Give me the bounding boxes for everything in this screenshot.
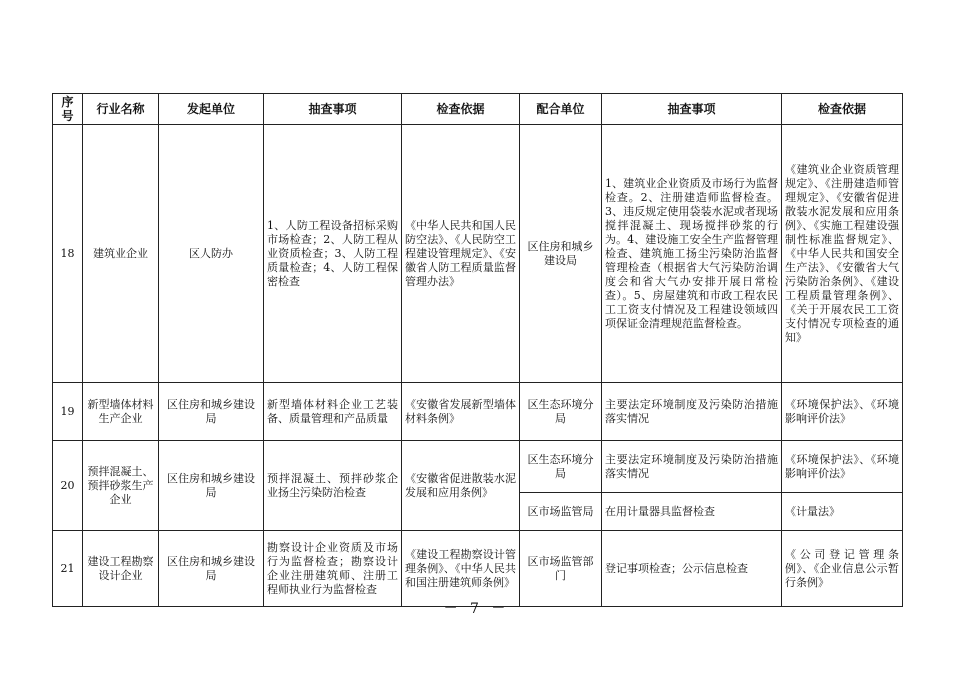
partner-check-basis: 《计量法》 (782, 493, 903, 531)
partner-check-basis: 《环境保护法》、《环境影响评价法》 (782, 383, 903, 441)
partner-check-items: 登记事项检查；公示信息检查 (602, 531, 782, 607)
industry-name: 新型墙体材料生产企业 (83, 383, 159, 441)
page-number: － 7 － (443, 601, 510, 617)
header-partner-basis: 检查依据 (782, 94, 903, 125)
check-items: 预拌混凝土、预拌砂浆企业扬尘污染防治检查 (264, 441, 402, 531)
header-seq: 序号 (53, 94, 83, 125)
partner-check-basis: 《公司登记管理条例》、《企业信息公示暂行条例》 (782, 531, 903, 607)
check-items: 1、人防工程设备招标采购市场检查；2、人防工程从业资质检查；3、人防工程质量检查；4、人防工程保密检查 (264, 125, 402, 383)
partner-check-items: 在用计量器具监督检查 (602, 493, 782, 531)
industry-name: 预拌混凝土、预拌砂浆生产企业 (83, 441, 159, 531)
check-items: 新型墙体材料企业工艺装备、质量管理和产品质量 (264, 383, 402, 441)
table-row (53, 383, 903, 441)
row-number: 21 (53, 531, 83, 607)
check-basis: 《中华人民共和国人民防空法》、《人民防空工程建设管理规定》、《安徽省人防工程质量监督管理办法》 (402, 125, 520, 383)
table-row (53, 125, 903, 383)
partner-check-items: 1、建筑业企业资质及市场行为监督检查。2、注册建造师监督检查。3、违反规定使用袋装水泥或者现场搅拌混凝土、现场搅拌砂浆的行为。4、建设施工安全生产监督管理检查、建筑施工扬尘污染防治监督管理检查（根据省大气污染防治调度会和省大气办安排开展日常检查）。5、房屋建筑和市政工程农民工工资支付情况及工程建设领域四项保证金清理规范监督检查。 (602, 125, 782, 383)
industry-name: 建筑业企业 (83, 125, 159, 383)
partner-check-items: 主要法定环境制度及污染防治措施落实情况 (602, 441, 782, 493)
partner-unit: 区住房和城乡建设局 (520, 125, 602, 383)
header-industry: 行业名称 (83, 94, 159, 125)
inspection-table (52, 93, 903, 607)
header-partner-items: 抽查事项 (602, 94, 782, 125)
initiator-unit: 区住房和城乡建设局 (159, 441, 264, 531)
row-number: 18 (53, 125, 83, 383)
check-basis: 《安徽省促进散装水泥发展和应用条例》 (402, 441, 520, 531)
partner-unit: 区市场监管部门 (520, 531, 602, 607)
partner-check-items: 主要法定环境制度及污染防治措施落实情况 (602, 383, 782, 441)
initiator-unit: 区住房和城乡建设局 (159, 531, 264, 607)
check-basis: 《安徽省发展新型墙体材料条例》 (402, 383, 520, 441)
table-row (53, 531, 903, 607)
initiator-unit: 区人防办 (159, 125, 264, 383)
header-initiator: 发起单位 (159, 94, 264, 125)
partner-unit: 区生态环境分局 (520, 441, 602, 493)
partner-check-basis: 《环境保护法》、《环境影响评价法》 (782, 441, 903, 493)
header-row (53, 94, 903, 125)
industry-name: 建设工程勘察设计企业 (83, 531, 159, 607)
initiator-unit: 区住房和城乡建设局 (159, 383, 264, 441)
table-row (53, 441, 903, 493)
check-basis: 《建设工程勘察设计管理条例》、《中华人民共和国注册建筑师条例》 (402, 531, 520, 607)
row-number: 19 (53, 383, 83, 441)
header-partner: 配合单位 (520, 94, 602, 125)
partner-check-basis: 《建筑业企业资质管理规定》、《注册建造师管理规定》、《安徽省促进散装水泥发展和应用条例》、《实施工程建设强制性标准监督规定》、《中华人民共和国安全生产法》、《安徽省大气污染防治条例》、《建设工程质量管理条例》、《关于开展农民工工资支付情况专项检查的通知》 (782, 125, 903, 383)
header-items: 抽查事项 (264, 94, 402, 125)
partner-unit: 区生态环境分局 (520, 383, 602, 441)
check-items: 勘察设计企业资质及市场行为监督检查；勘察设计企业注册建筑师、注册工程师执业行为监督检查 (264, 531, 402, 607)
partner-unit: 区市场监管局 (520, 493, 602, 531)
row-number: 20 (53, 441, 83, 531)
header-basis: 检查依据 (402, 94, 520, 125)
